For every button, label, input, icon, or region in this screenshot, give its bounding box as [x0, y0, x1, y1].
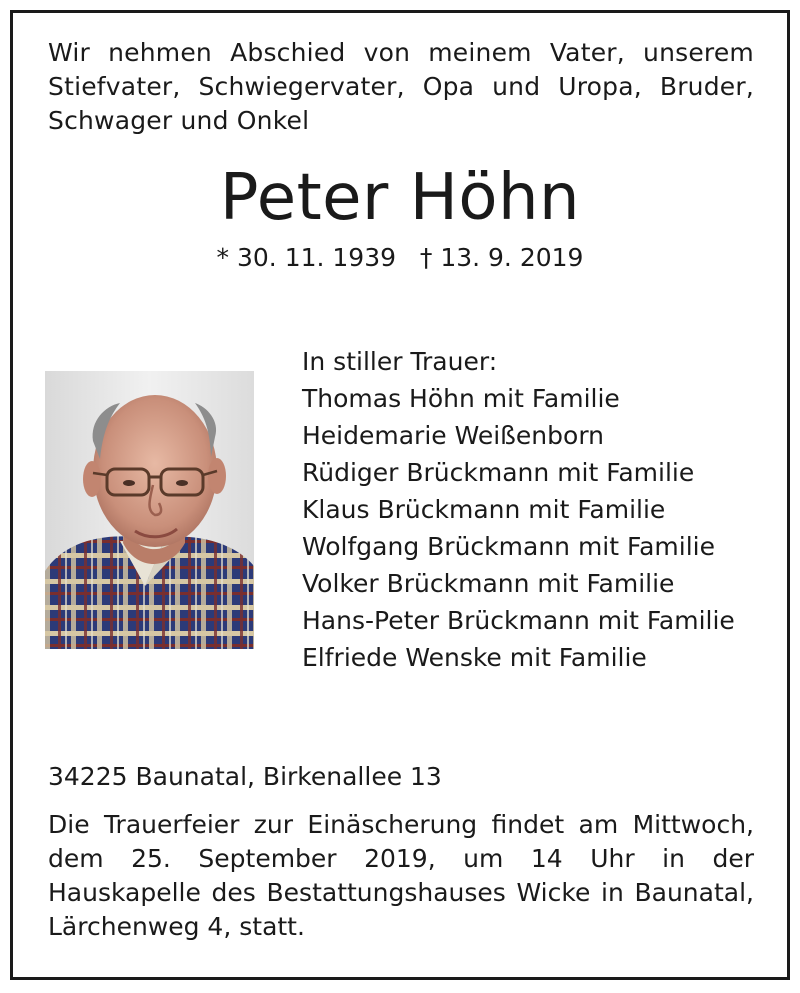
mourner-name: Wolfgang Brückmann mit Familie	[302, 532, 715, 561]
funeral-service-text: Die Trauerfeier zur Einäscherung findet am Mittwoch, dem 25. September 2019, um 14 Uhr in der Hauskapelle des Bestattungshauses Wicke in Baunatal, Lärchenweg 4, statt.	[48, 810, 754, 941]
mourner-name: Volker Brückmann mit Familie	[302, 569, 675, 598]
life-dates: * 30. 11. 1939 † 13. 9. 2019	[216, 243, 584, 272]
mourner-name: Rüdiger Brückmann mit Familie	[302, 458, 695, 487]
intro-text: Wir nehmen Abschied von meinem Vater, unserem Stiefvater, Schwiegervater, Opa und Uropa, Bruder, Schwager und Onkel	[48, 38, 754, 135]
mourner-name: Hans-Peter Brückmann mit Familie	[302, 606, 735, 635]
mourner-name: Elfriede Wenske mit Familie	[302, 643, 647, 672]
mourners-list	[302, 343, 772, 676]
deceased-name: Peter Höhn	[219, 161, 581, 235]
mourner-name: Thomas Höhn mit Familie	[302, 384, 620, 413]
mourner-name: Klaus Brückmann mit Familie	[302, 495, 666, 524]
address: 34225 Baunatal, Birkenallee 13	[48, 762, 442, 791]
mourners-heading: In stiller Trauer:	[302, 347, 498, 376]
portrait-photo	[45, 371, 254, 649]
mourner-name: Heidemarie Weißenborn	[302, 421, 605, 450]
